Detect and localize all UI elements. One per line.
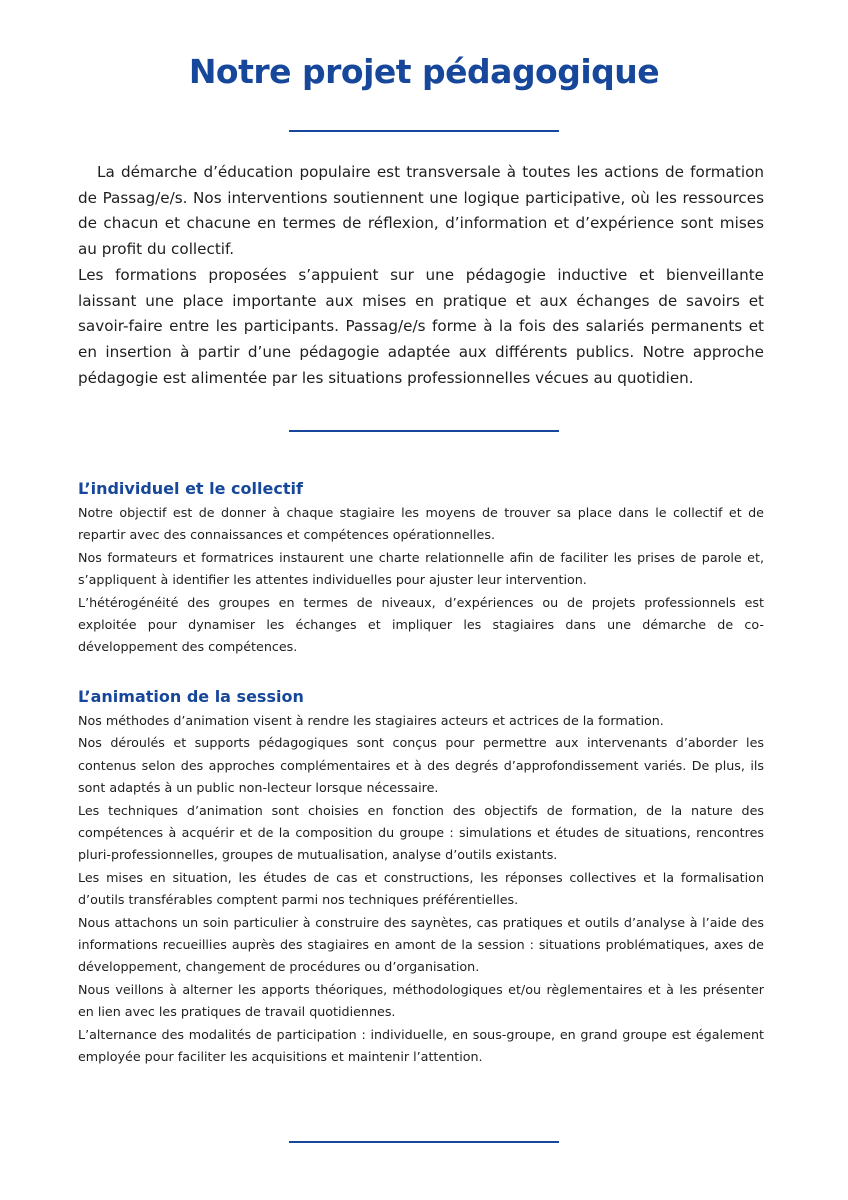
section-animation-session — [78, 686, 764, 1069]
section-paragraph: Nos méthodes d’animation visent à rendre les stagiaires acteurs et actrices de la formation. — [78, 713, 664, 728]
intro-paragraph: La démarche d’éducation populaire est transversale à toutes les actions de formation de Passag/e/s. Nos interventions soutiennent une logique participative, où les ressources de chacun et chacune en termes de réflexion, d’information et d’expérience sont mises au profit du collectif. — [78, 163, 764, 259]
section-heading: L’individuel et le collectif — [78, 479, 303, 498]
section-paragraph: Nos déroulés et supports pédagogiques sont conçus pour permettre aux intervenants d’aborder les contenus selon des approches complémentaires et à des degrés d’approfondissement variés. De plus, ils sont adaptés à un public non-lecteur lorsque nécessaire. — [78, 735, 764, 796]
divider-middle — [289, 430, 559, 432]
section-paragraph: Nous veillons à alterner les apports théoriques, méthodologiques et/ou règlementaires et à les présenter en lien avec les pratiques de travail quotidiennes. — [78, 981, 764, 1020]
section-heading: L’animation de la session — [78, 687, 304, 706]
page-title: Notre projet pédagogique — [188, 52, 660, 91]
divider-bottom — [289, 1141, 559, 1143]
divider-top — [289, 130, 559, 132]
section-paragraph: L’alternance des modalités de participation : individuelle, en sous-groupe, en grand groupe est également employée pour faciliter les acquisitions et maintenir l’attention. — [78, 1026, 764, 1065]
section-paragraph: Nos formateurs et formatrices instaurent une charte relationnelle afin de faciliter les prises de parole et, s’appliquent à identifier les attentes individuelles pour ajuster leur intervention. — [78, 549, 764, 588]
intro-paragraph: Les formations proposées s’appuient sur une pédagogie inductive et bienveillante laissant une place importante aux mises en pratique et aux échanges de savoirs et savoir-faire entre les participants. Passag/e/s forme à la fois des salariés permanents et en insertion à partir d’une pédagogie adaptée aux différents publics. Notre approche pédagogie est alimentée par les situations professionnelles vécues au quotidien. — [78, 265, 764, 387]
section-paragraph: Nous attachons un soin particulier à construire des saynètes, cas pratiques et outils d’analyse à l’aide des informations recueillies auprès des stagiaires en amont de la session : situations problématiques, axes de développement, changement de procédures ou d’organisation. — [78, 914, 764, 975]
intro-block — [78, 160, 764, 391]
section-paragraph: Les mises en situation, les études de cas et constructions, les réponses collectives et la formalisation d’outils transférables comptent parmi nos techniques préférentielles. — [78, 869, 764, 908]
section-paragraph: Les techniques d’animation sont choisies en fonction des objectifs de formation, de la nature des compétences à acquérir et de la composition du groupe : simulations et études de situations, rencontres pluri-professionnelles, groupes de mutualisation, analyse d’outils existants. — [78, 802, 764, 863]
section-individuel-collectif — [78, 478, 764, 659]
section-paragraph: L’hétérogénéité des groupes en termes de niveaux, d’expériences ou de projets professionnels est exploitée pour dynamiser les échanges et impliquer les stagiaires dans une démarche de co-développement des compétences. — [78, 594, 764, 655]
section-paragraph: Notre objectif est de donner à chaque stagiaire les moyens de trouver sa place dans le collectif et de repartir avec des connaissances et compétences opérationnelles. — [78, 505, 764, 543]
